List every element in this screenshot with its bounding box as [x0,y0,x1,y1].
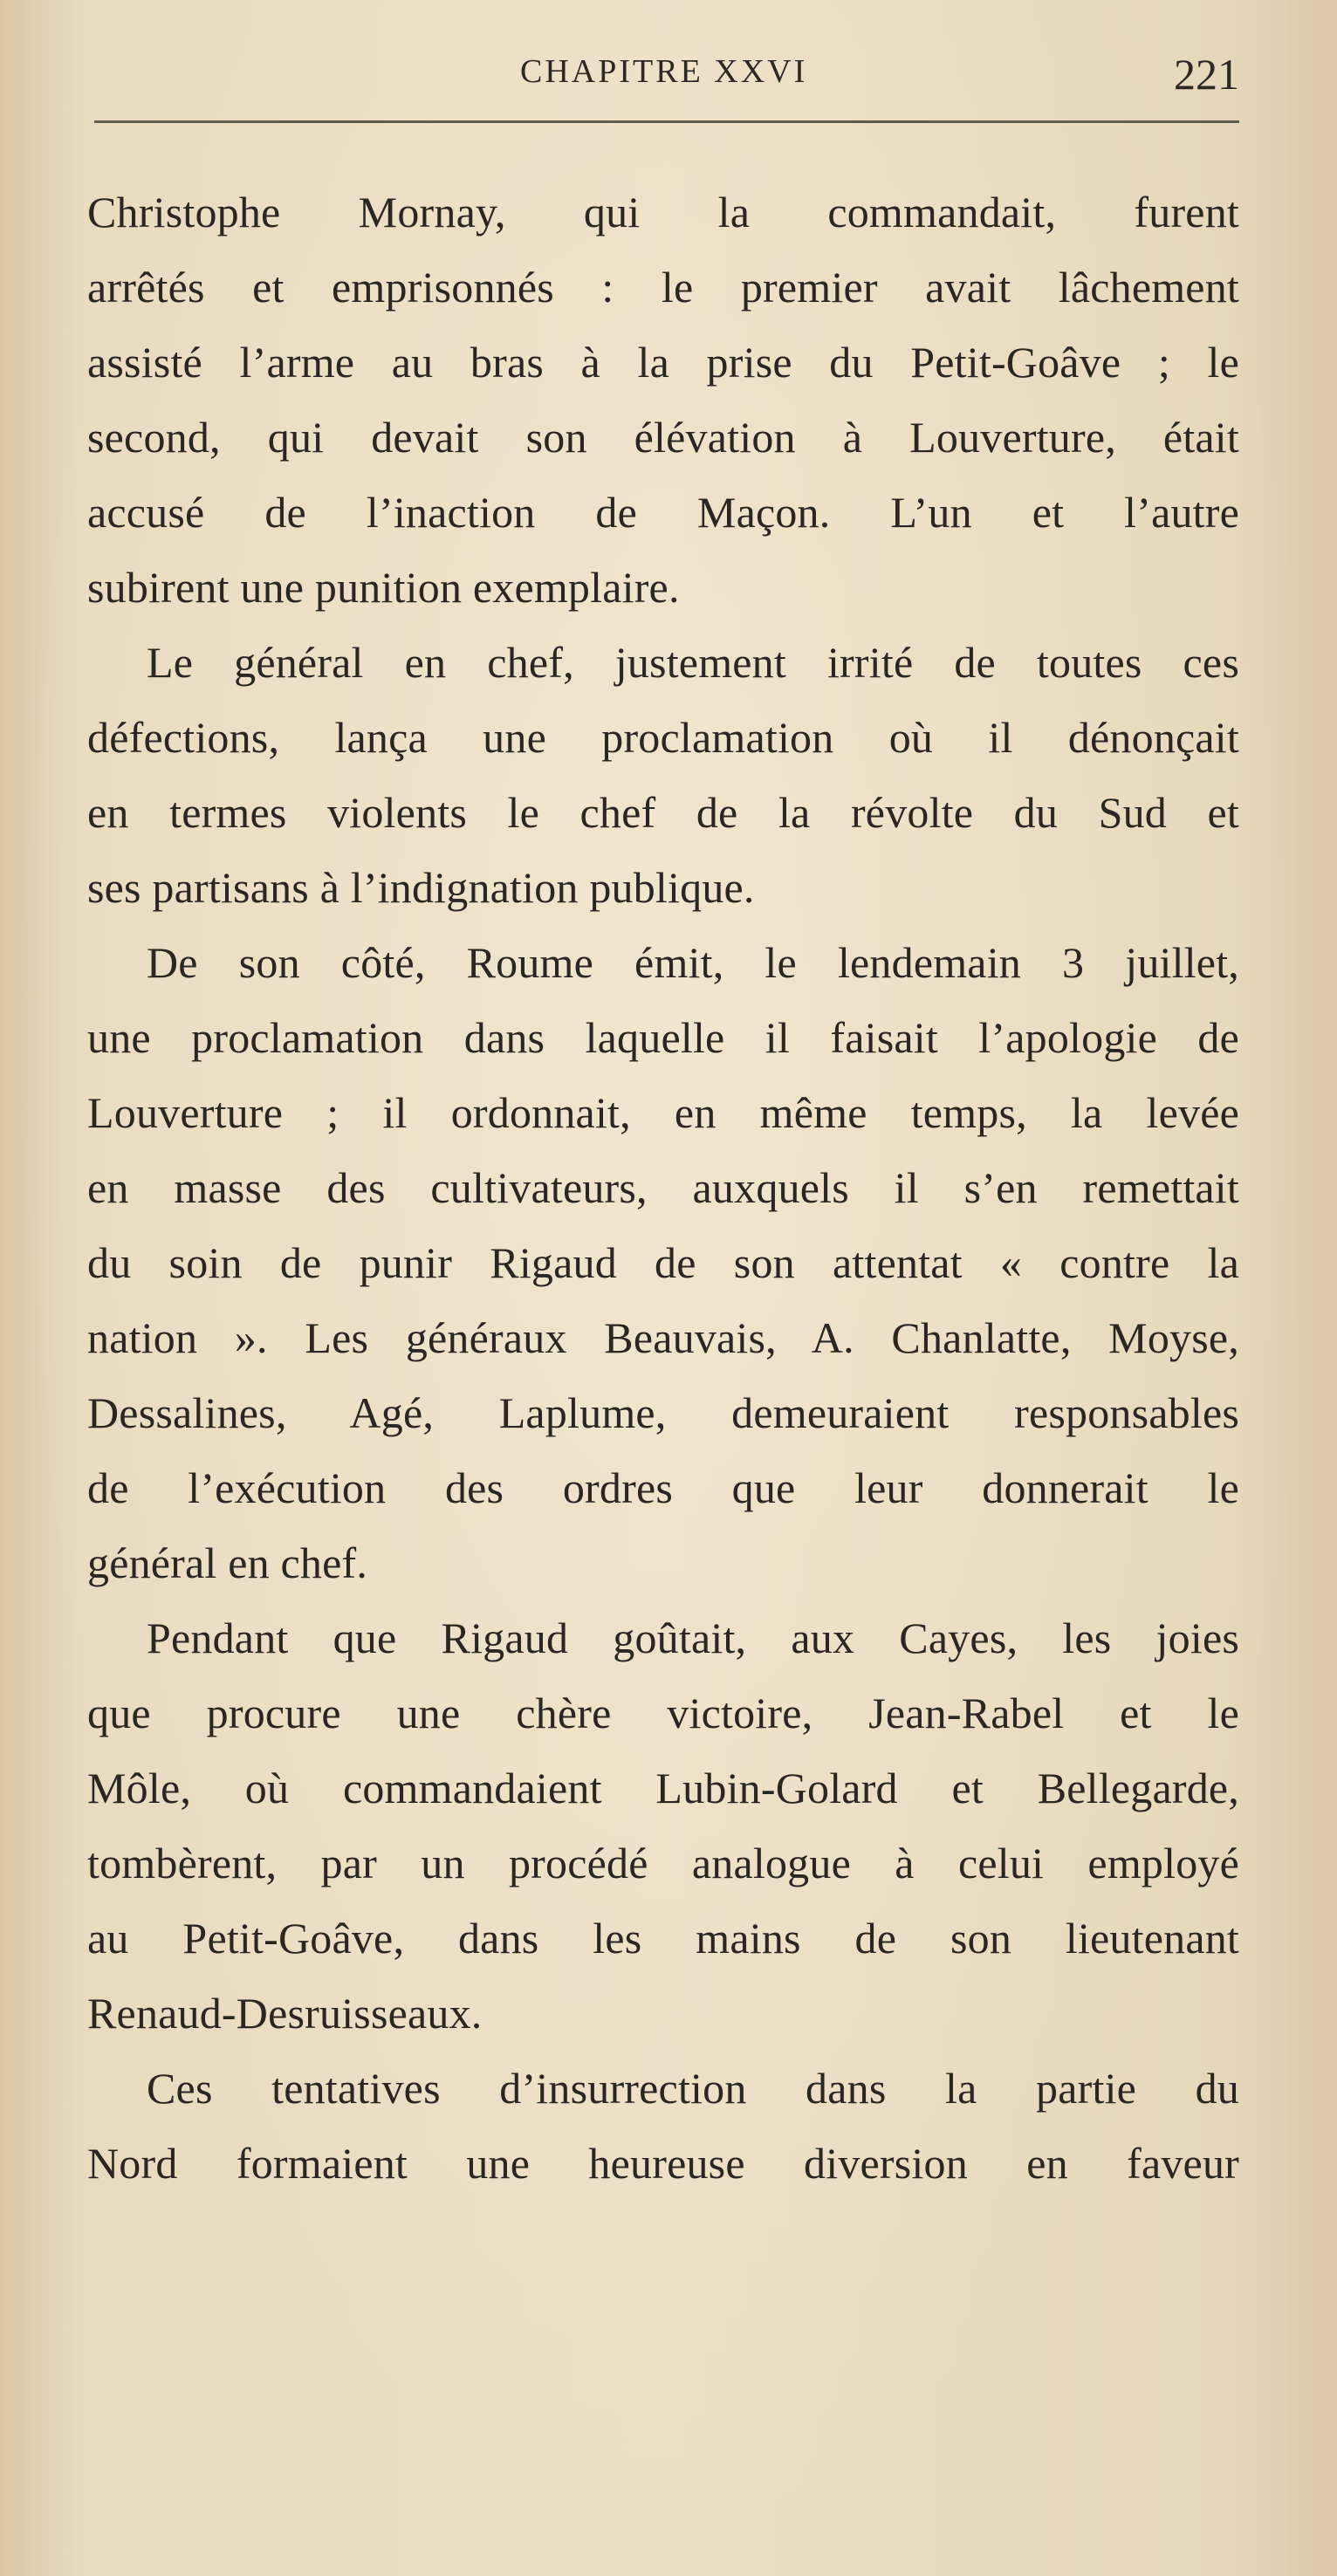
text-line: ses partisans à l’indignation publique. [87,863,755,912]
text-line: tombèrent, par un procédé analogue à celui employé [87,1839,1239,1887]
page-header [87,44,1239,122]
text-line: second, qui devait son élévation à Louverture, était [87,413,1239,462]
text-line: accusé de l’inaction de Maçon. L’un et l’autre [87,488,1239,537]
text-line: en masse des cultivateurs, auxquels il s’en remettait [87,1163,1239,1212]
text-line: au Petit-Goâve, dans les mains de son lieutenant [87,1914,1239,1963]
text-line: Christophe Mornay, qui la commandait, furent [87,188,1239,236]
text-line: Pendant que Rigaud goûtait, aux Cayes, les joies [147,1613,1239,1662]
text-line: en termes violents le chef de la révolte du Sud et [87,788,1239,837]
header-rule [94,120,1239,123]
text-line: de l’exécution des ordres que leur donnerait le [87,1463,1239,1512]
text-line: De son côté, Roume émit, le lendemain 3 juillet, [147,938,1239,987]
text-line: subirent une punition exemplaire. [87,563,680,612]
text-line: assisté l’arme au bras à la prise du Petit-Goâve ; le [87,338,1239,387]
running-title: CHAPITRE XXVI [520,53,808,90]
text-line: que procure une chère victoire, Jean-Rabel et le [87,1689,1239,1737]
text-line: Nord formaient une heureuse diversion en faveur [87,2139,1239,2188]
text-line: nation ». Les généraux Beauvais, A. Chanlatte, Moyse, [87,1313,1239,1362]
text-line: arrêtés et emprisonnés : le premier avait lâchement [87,263,1239,312]
body-text [87,175,1239,2201]
text-line: Louverture ; il ordonnait, en même temps, la levée [87,1088,1239,1137]
text-line: Môle, où commandaient Lubin-Golard et Bellegarde, [87,1764,1239,1812]
page-number: 221 [1174,50,1239,99]
text-line: défections, lança une proclamation où il dénonçait [87,713,1239,762]
text-line: Renaud-Desruisseaux. [87,1989,483,2038]
text-line: Dessalines, Agé, Laplume, demeuraient responsables [87,1388,1239,1437]
text-line: Le général en chef, justement irrité de toutes ces [147,638,1239,687]
text-line: Ces tentatives d’insurrection dans la partie du [147,2064,1239,2113]
text-line: général en chef. [87,1538,368,1587]
text-line: du soin de punir Rigaud de son attentat « contre la [87,1238,1239,1287]
text-line: une proclamation dans laquelle il faisait l’apologie de [87,1013,1239,1062]
